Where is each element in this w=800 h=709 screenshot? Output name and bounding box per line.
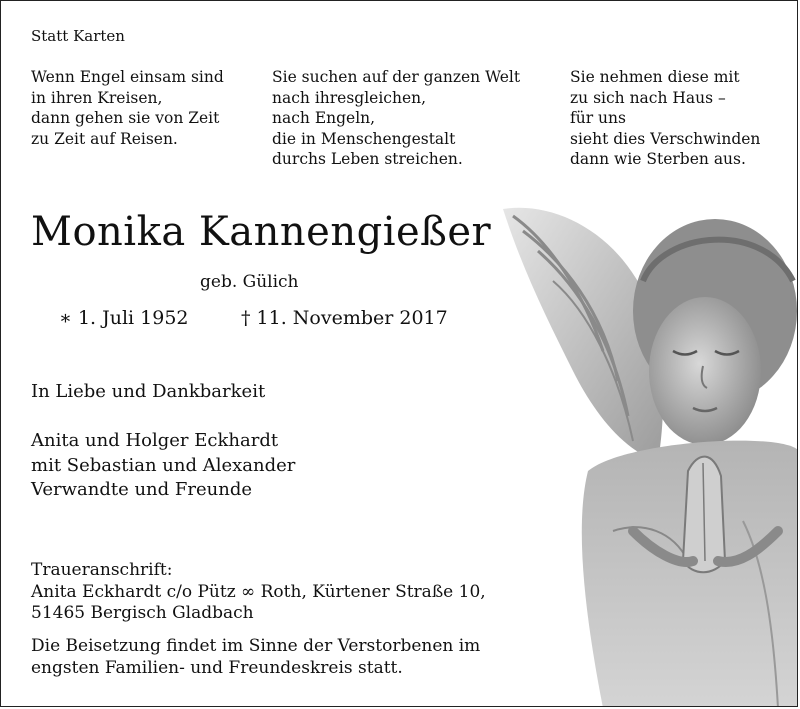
deceased-name: Monika Kannengießer [31,209,492,255]
poem-line: Wenn Engel einsam sind [31,68,224,86]
notice-line: engsten Familien- und Freundeskreis statt. [31,658,403,678]
dedication-text: In Liebe und Dankbarkeit [31,381,266,402]
poem-line: Sie suchen auf der ganzen Welt [272,68,521,86]
birth-date: ∗ 1. Juli 1952 [59,307,189,329]
poem-line: nach ihresgleichen, [272,88,427,107]
poem-line: nach Engeln, [272,109,376,127]
poem-column-1 [31,67,224,149]
poem-line: in ihren Kreisen, [31,88,163,107]
poem-line: sieht dies Verschwinden [570,129,761,148]
poem-line: die in Menschengestalt [272,129,456,148]
header-text: Statt Karten [31,27,125,45]
mourner-line: Verwandte und Freunde [31,479,253,500]
poem-column-3 [570,67,760,170]
poem-line: durchs Leben streichen. [272,150,463,168]
address-line: 51465 Bergisch Gladbach [31,603,254,623]
mourner-line: mit Sebastian und Alexander [31,454,296,476]
mourners-list [31,429,295,503]
birth-name: geb. Gülich [200,272,299,292]
address-label: Traueranschrift: [31,560,173,580]
poem-line: Sie nehmen diese mit [570,68,740,86]
mourner-line: Anita und Holger Eckhardt [31,430,279,451]
poem-line: zu sich nach Haus – [570,88,726,107]
mourning-address [31,560,486,625]
death-date: † 11. November 2017 [241,307,448,329]
poem-line: dann wie Sterben aus. [570,150,746,168]
poem-line: zu Zeit auf Reisen. [31,129,178,148]
poem-line: für uns [570,109,626,127]
poem-column-2 [272,67,520,170]
angel-statue-image [493,201,798,707]
address-line: Anita Eckhardt c/o Pütz ∞ Roth, Kürtener Straße 10, [31,581,486,602]
notice-line: Die Beisetzung findet im Sinne der Verstorbenen im [31,636,481,656]
funeral-notice [31,635,480,679]
poem-line: dann gehen sie von Zeit [31,109,220,127]
